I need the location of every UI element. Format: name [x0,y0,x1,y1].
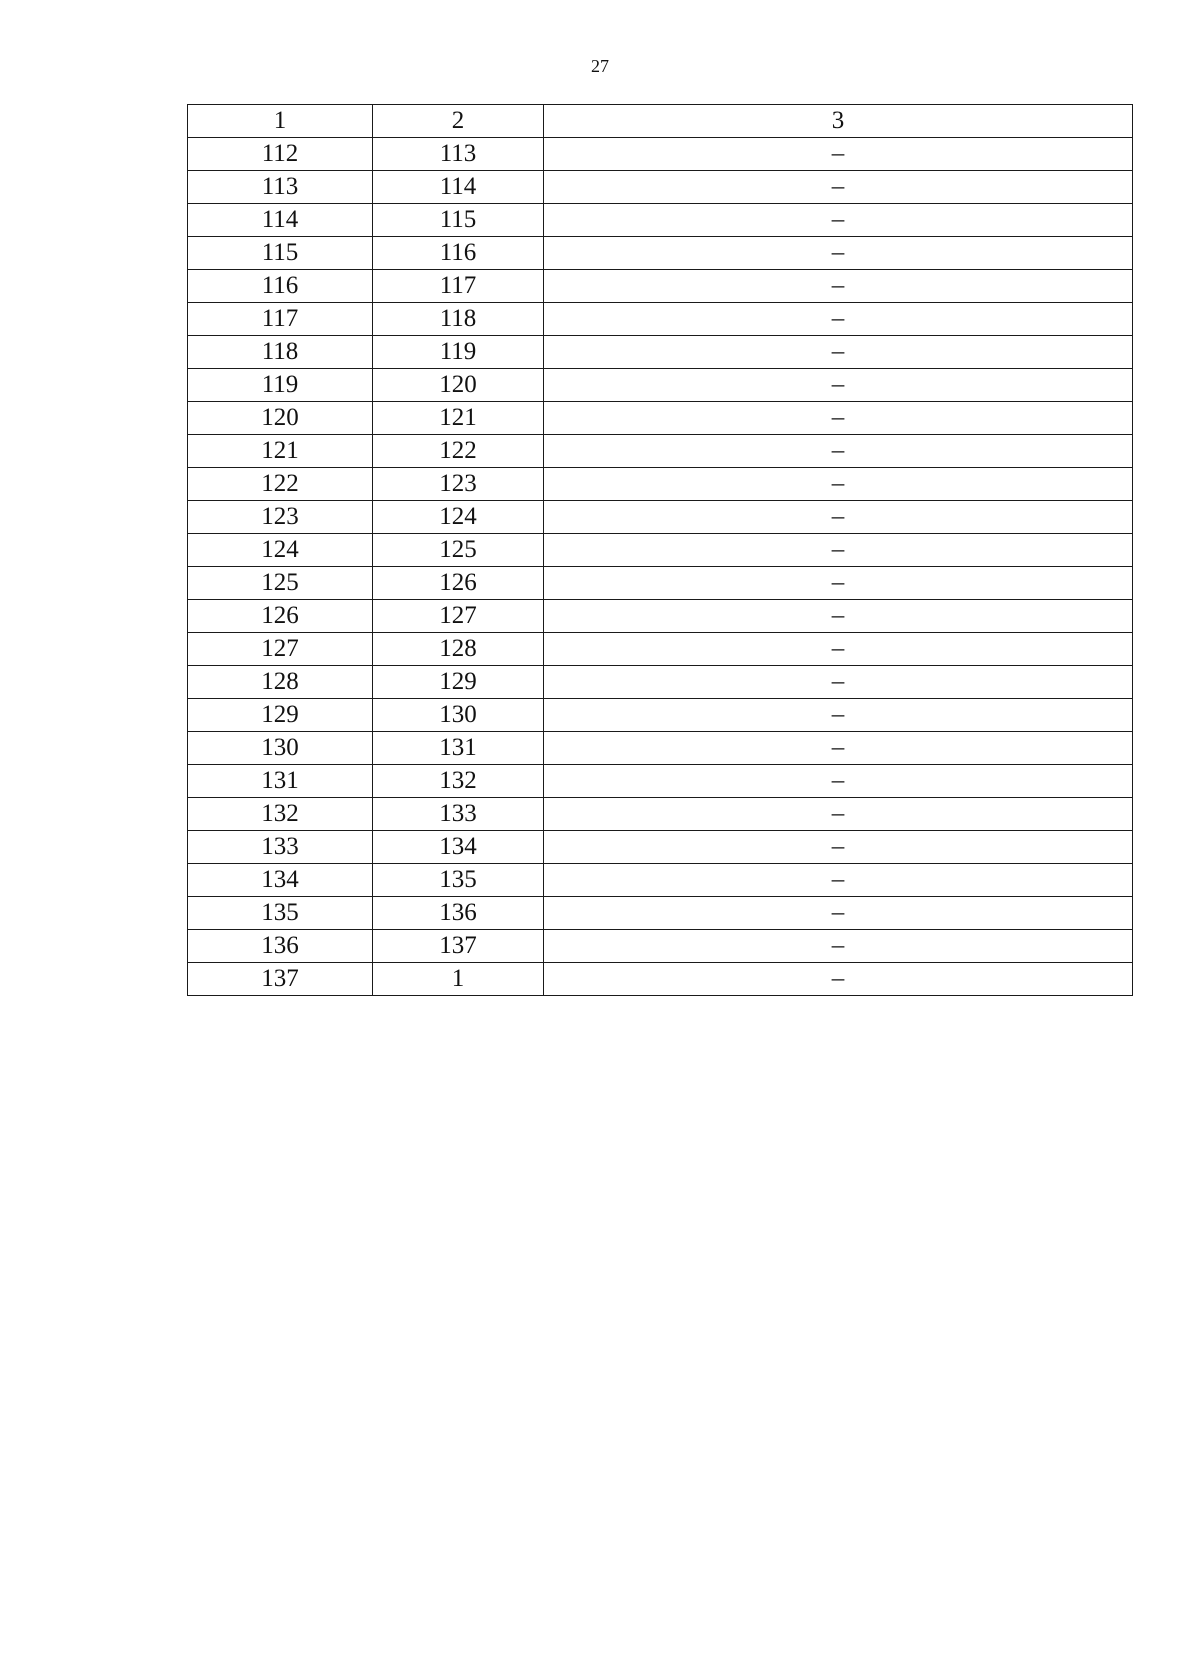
table-cell-col-2: 116 [373,237,544,270]
table-row [188,435,1133,468]
table-cell-col-2: 129 [373,666,544,699]
table-row [188,567,1133,600]
header-cell-1: 1 [188,105,373,138]
table-cell-col-2: 133 [373,798,544,831]
table-cell-col-2: 113 [373,138,544,171]
table-cell-col-2: 118 [373,303,544,336]
table-row [188,336,1133,369]
table-row [188,171,1133,204]
table-row [188,468,1133,501]
table-cell-col-3: – [544,930,1133,963]
table-cell-col-2: 125 [373,534,544,567]
table-cell-col-2: 137 [373,930,544,963]
table-cell-col-3: – [544,468,1133,501]
table-cell-col-2: 132 [373,765,544,798]
table-cell-col-2: 120 [373,369,544,402]
table-header-row [188,105,1133,138]
table-cell-col-1: 116 [188,270,373,303]
table-cell-col-2: 114 [373,171,544,204]
table-cell-col-3: – [544,963,1133,996]
table-cell-col-2: 119 [373,336,544,369]
table-row [188,204,1133,237]
table-cell-col-1: 120 [188,402,373,435]
table-row [188,798,1133,831]
table-cell-col-2: 117 [373,270,544,303]
table-row [188,897,1133,930]
table-cell-col-1: 113 [188,171,373,204]
table-cell-col-3: – [544,534,1133,567]
table-cell-col-3: – [544,897,1133,930]
table-cell-col-2: 122 [373,435,544,468]
table-cell-col-2: 135 [373,864,544,897]
table-cell-col-1: 112 [188,138,373,171]
table-cell-col-3: – [544,237,1133,270]
table-cell-col-3: – [544,336,1133,369]
table-row [188,633,1133,666]
table-cell-col-2: 126 [373,567,544,600]
table-cell-col-3: – [544,765,1133,798]
table-cell-col-3: – [544,171,1133,204]
table-cell-col-1: 121 [188,435,373,468]
table-cell-col-3: – [544,270,1133,303]
table-cell-col-2: 127 [373,600,544,633]
table-cell-col-3: – [544,402,1133,435]
table-cell-col-1: 123 [188,501,373,534]
table-row [188,864,1133,897]
table-cell-col-1: 131 [188,765,373,798]
table-row [188,600,1133,633]
table-cell-col-1: 133 [188,831,373,864]
table-cell-col-3: – [544,600,1133,633]
table-cell-col-1: 128 [188,666,373,699]
table-cell-col-1: 129 [188,699,373,732]
table-cell-col-2: 121 [373,402,544,435]
table-cell-col-3: – [544,204,1133,237]
table-cell-col-3: – [544,501,1133,534]
table-cell-col-3: – [544,699,1133,732]
table-cell-col-3: – [544,567,1133,600]
table-row [188,930,1133,963]
table-cell-col-2: 115 [373,204,544,237]
table-cell-col-1: 135 [188,897,373,930]
table-row [188,534,1133,567]
table-row [188,138,1133,171]
table-cell-col-3: – [544,435,1133,468]
table-row [188,402,1133,435]
table-cell-col-1: 114 [188,204,373,237]
table-cell-col-2: 131 [373,732,544,765]
table-cell-col-2: 124 [373,501,544,534]
table-row [188,303,1133,336]
header-cell-3: 3 [544,105,1133,138]
table-row [188,831,1133,864]
table-cell-col-1: 126 [188,600,373,633]
table-cell-col-1: 130 [188,732,373,765]
table-cell-col-1: 118 [188,336,373,369]
header-cell-2: 2 [373,105,544,138]
table-row [188,501,1133,534]
table-row [188,765,1133,798]
table-row [188,369,1133,402]
table-row [188,699,1133,732]
table-cell-col-3: – [544,138,1133,171]
table-cell-col-1: 124 [188,534,373,567]
table-cell-col-3: – [544,798,1133,831]
table-cell-col-3: – [544,831,1133,864]
table-row [188,963,1133,996]
table-cell-col-1: 132 [188,798,373,831]
table-cell-col-2: 1 [373,963,544,996]
table-cell-col-1: 134 [188,864,373,897]
table-cell-col-3: – [544,732,1133,765]
table-row [188,732,1133,765]
table-row [188,237,1133,270]
table-cell-col-2: 136 [373,897,544,930]
table-cell-col-1: 115 [188,237,373,270]
table-cell-col-1: 117 [188,303,373,336]
table-body [188,105,1133,996]
table-cell-col-1: 119 [188,369,373,402]
table-row [188,270,1133,303]
table-cell-col-1: 127 [188,633,373,666]
table-cell-col-3: – [544,666,1133,699]
table-cell-col-2: 130 [373,699,544,732]
table-cell-col-3: – [544,303,1133,336]
table-cell-col-3: – [544,369,1133,402]
table-cell-col-2: 123 [373,468,544,501]
table-cell-col-2: 134 [373,831,544,864]
table-cell-col-3: – [544,633,1133,666]
table-cell-col-1: 136 [188,930,373,963]
table-cell-col-2: 128 [373,633,544,666]
table-cell-col-3: – [544,864,1133,897]
table-cell-col-1: 125 [188,567,373,600]
table-row [188,666,1133,699]
table-cell-col-1: 122 [188,468,373,501]
table-cell-col-1: 137 [188,963,373,996]
data-table [187,104,1133,996]
page-number: 27 [591,56,609,76]
